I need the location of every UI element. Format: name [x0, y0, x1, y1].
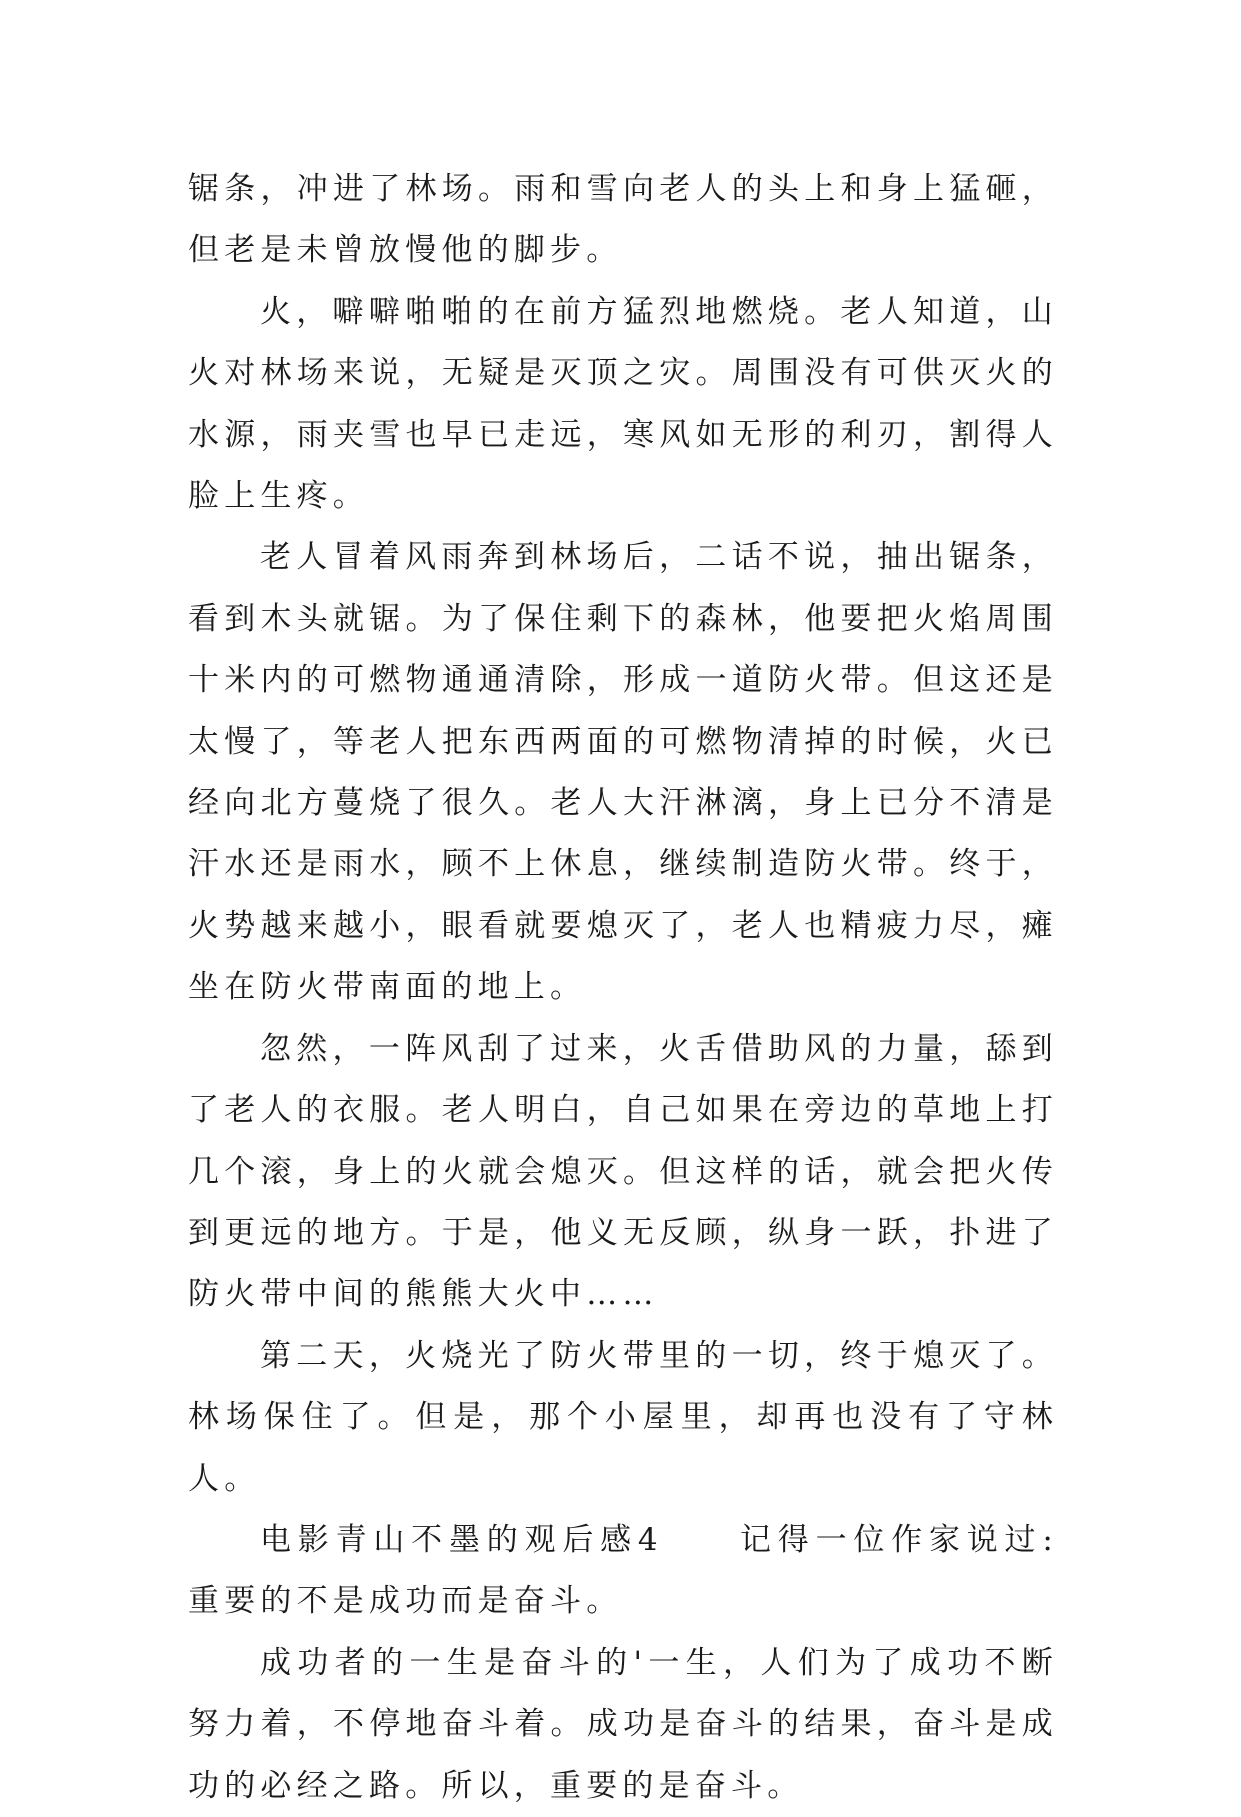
paragraph-4: 忽然，一阵风刮了过来，火舌借助风的力量，舔到了老人的衣服。老人明白，自己如果在旁边的草地上打几个滚，身上的火就会熄灭。但这样的话，就会把火传到更远的地方。于是，他义无反顾，纵身一跃，扑进了防火带中间的熊熊大火中…… — [188, 1030, 1058, 1313]
paragraph-3: 老人冒着风雨奔到林场后，二话不说，抽出锯条，看到木头就锯。为了保住剩下的森林，他要把火焰周围十米内的可燃物通通清除，形成一道防火带。但这还是太慢了，等老人把东西两面的可燃物清掉的时候，火已经向北方蔓烧了很久。老人大汗淋漓，身上已分不清是汗水还是雨水，顾不上休息，继续制造防火带。终于，火势越来越小，眼看就要熄灭了，老人也精疲力尽，瘫坐在防火带南面的地上。 — [188, 539, 1058, 1006]
document-body — [188, 159, 1058, 1817]
paragraph-1: 锯条，冲进了林场。雨和雪向老人的头上和身上猛砸，但老是未曾放慢他的脚步。 — [188, 171, 1058, 269]
paragraph-7: 成功者的一生是奋斗的'一生，人们为了成功不断努力着，不停地奋斗着。成功是奋斗的结果，奋斗是成功的必经之路。所以，重要的是奋斗。 — [188, 1644, 1058, 1804]
paragraph-2: 火，噼噼啪啪的在前方猛烈地燃烧。老人知道，山火对林场来说，无疑是灭顶之灾。周围没有可供灭火的水源，雨夹雪也早已走远，寒风如无形的利刃，割得人脸上生疼。 — [188, 293, 1058, 515]
paragraph-6: 电影青山不墨的观后感4 记得一位作家说过:重要的不是成功而是奋斗。 — [188, 1521, 1058, 1620]
paragraph-5: 第二天，火烧光了防火带里的一切，终于熄灭了。林场保住了。但是，那个小屋里，却再也没有了守林人。 — [188, 1337, 1058, 1497]
